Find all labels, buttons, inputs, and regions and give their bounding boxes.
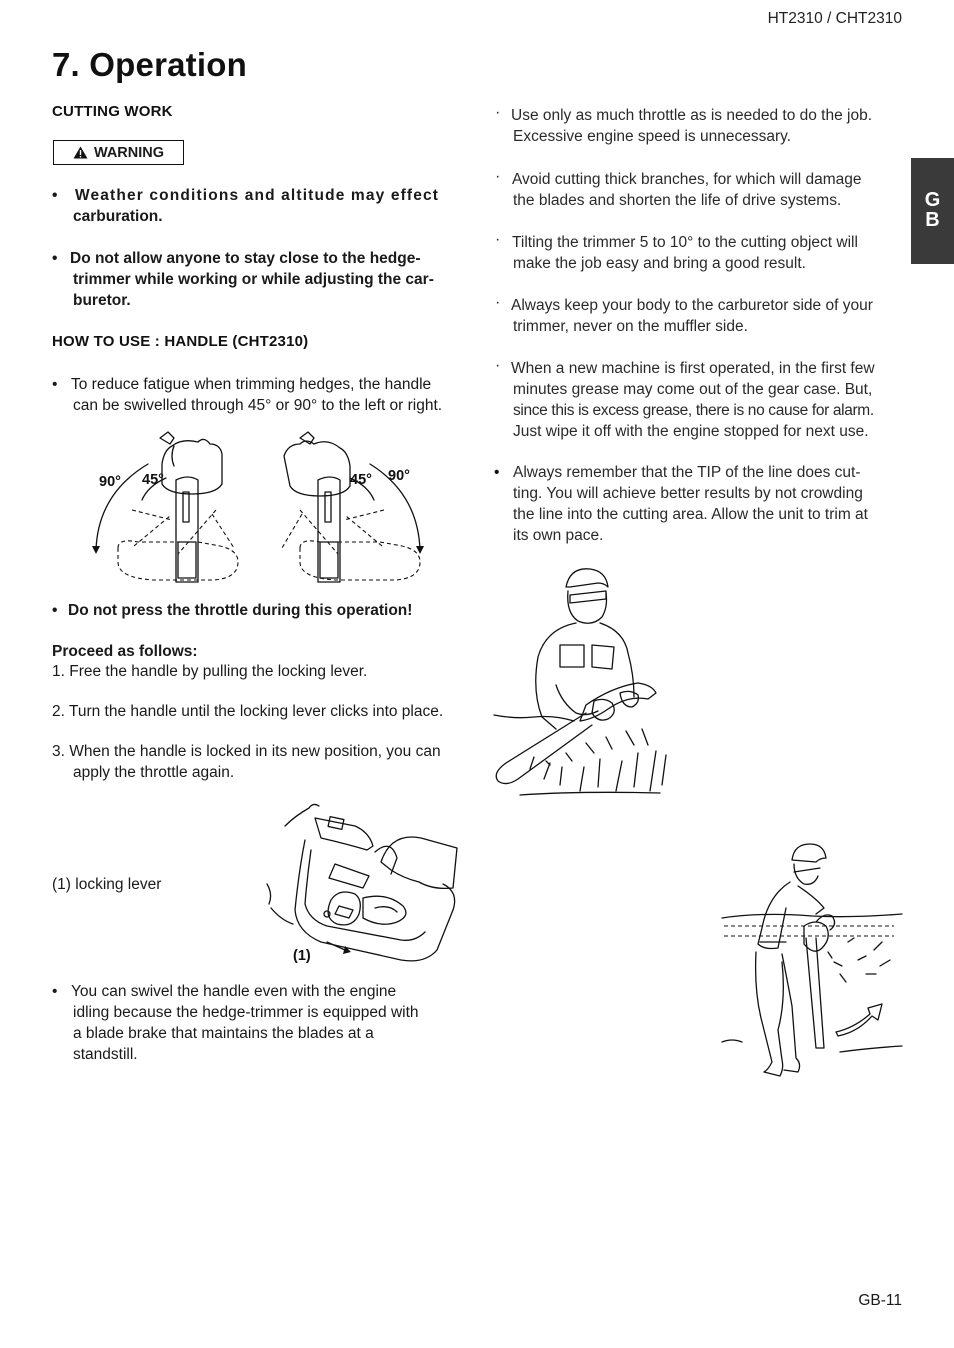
- warning-item-weather-line2: carburation.: [73, 208, 163, 225]
- tip-branches-line1: Avoid cutting thick branches, for which will damage: [512, 171, 862, 188]
- fatigue-line1: To reduce fatigue when trimming hedges, the handle: [71, 376, 432, 393]
- tip-throttle: [494, 105, 906, 147]
- tip-throttle-line1: Use only as much throttle as is needed to do the job.: [511, 107, 873, 124]
- trimming-hedge-top-illustration: [490, 565, 670, 800]
- tip-line-tip-line1: Always remember that the TIP of the line does cut-: [513, 464, 861, 481]
- trimming-hedge-side-illustration: [720, 842, 905, 1082]
- locking-lever-caption: (1) locking lever: [52, 876, 162, 893]
- tip-line-tip-line4: its own pace.: [513, 527, 604, 544]
- tip-body-position-line1: Always keep your body to the carburetor side of your: [511, 297, 873, 314]
- page-number: GB-11: [858, 1292, 902, 1309]
- bullet: •: [52, 187, 58, 204]
- swivel-line2: idling because the hedge-trimmer is equipped with: [73, 1004, 419, 1021]
- bullet: •: [52, 376, 58, 393]
- bullet: •: [494, 464, 500, 481]
- fig-left-90: 90°: [99, 474, 121, 490]
- tip-body-position: [494, 295, 906, 337]
- bullet: •: [52, 602, 58, 619]
- tip-tilting-line2: make the job easy and bring a good result.: [513, 255, 806, 272]
- bullet: ·: [495, 168, 501, 185]
- tip-line-tip-line2: ting. You will achieve better results by not crowding: [513, 485, 863, 502]
- warning-item-weather-line1: [73, 185, 464, 206]
- text: Weather conditions and altitude may effect: [75, 187, 440, 204]
- warning-triangle-icon: [73, 146, 88, 159]
- handle-swivel-right: [282, 432, 424, 582]
- tip-throttle-line2: Excessive engine speed is unnecessary.: [513, 128, 792, 145]
- heading-how-to-use: HOW TO USE : HANDLE (CHT2310): [52, 333, 309, 350]
- swivel-line1: You can swivel the handle even with the engine: [71, 983, 397, 1000]
- bullet: ·: [495, 357, 501, 374]
- tip-tilting-line1: Tilting the trimmer 5 to 10° to the cutting object will: [512, 234, 858, 251]
- tip-grease-line1: When a new machine is first operated, in the first few: [511, 360, 875, 377]
- language-tab-line1: G: [924, 189, 941, 211]
- step-3-line1: 3. When the handle is locked in its new position, you can: [52, 743, 441, 760]
- fig-right-90: 90°: [388, 468, 410, 484]
- swivel-line4: standstill.: [73, 1046, 138, 1063]
- fatigue-line2: can be swivelled through 45° or 90° to the left or right.: [73, 397, 443, 414]
- tip-grease: [494, 358, 906, 442]
- warning-item-distance-line2: trimmer while working or while adjusting the car-: [73, 271, 434, 288]
- language-tab-line2: B: [925, 209, 940, 231]
- tip-line-tip-line3: the line into the cutting area. Allow the unit to trim at: [513, 506, 868, 523]
- warning-label: WARNING: [93, 144, 165, 161]
- heading-cutting-work: CUTTING WORK: [52, 103, 173, 120]
- tip-body-position-line2: trimmer, never on the muffler side.: [513, 318, 748, 335]
- page-title: 7. Operation: [52, 46, 247, 83]
- tip-grease-line4: Just wipe it off with the engine stopped for next use.: [513, 423, 869, 440]
- step-1: 1. Free the handle by pulling the locking lever.: [52, 663, 368, 680]
- tip-grease-line3: since this is excess grease, there is no cause for alarm.: [513, 402, 874, 419]
- no-throttle-text: Do not press the throttle during this operation!: [68, 602, 413, 619]
- locking-lever-figure: [265, 800, 465, 965]
- step-2: 2. Turn the handle until the locking lever clicks into place.: [52, 703, 444, 720]
- handle-swivel-figure: [88, 430, 428, 590]
- warning-box: [53, 140, 184, 165]
- fig-right-45: 45°: [350, 472, 372, 488]
- bullet: ·: [495, 231, 501, 248]
- tip-branches: [494, 169, 906, 211]
- bullet: •: [52, 250, 58, 267]
- bullet: ·: [495, 104, 501, 121]
- tip-grease-line2: minutes grease may come out of the gear case. But,: [513, 381, 873, 398]
- language-tab: [911, 158, 954, 264]
- tip-tilting: [494, 232, 906, 274]
- model-number: HT2310 / CHT2310: [767, 10, 902, 27]
- warning-item-distance: [52, 248, 464, 311]
- step-3: [52, 741, 472, 783]
- swivel-paragraph: [52, 981, 467, 1065]
- bullet: •: [52, 983, 58, 1000]
- warning-item-weather: [52, 185, 464, 227]
- bullet: ·: [495, 294, 501, 311]
- tip-line-tip: [494, 462, 906, 546]
- swivel-line3: a blade brake that maintains the blades at a: [73, 1025, 374, 1042]
- handle-swivel-left: [92, 432, 238, 582]
- proceed-heading: Proceed as follows:: [52, 643, 198, 660]
- callout-1: (1): [293, 948, 311, 964]
- fatigue-paragraph: [52, 374, 467, 416]
- step-3-line2: apply the throttle again.: [73, 764, 235, 781]
- tip-branches-line2: the blades and shorten the life of drive systems.: [513, 192, 842, 209]
- warning-item-distance-line1: Do not allow anyone to stay close to the hedge-: [70, 250, 421, 267]
- no-throttle-note: [52, 600, 472, 621]
- warning-item-distance-line3: buretor.: [73, 292, 131, 309]
- fig-left-45: 45°: [142, 472, 164, 488]
